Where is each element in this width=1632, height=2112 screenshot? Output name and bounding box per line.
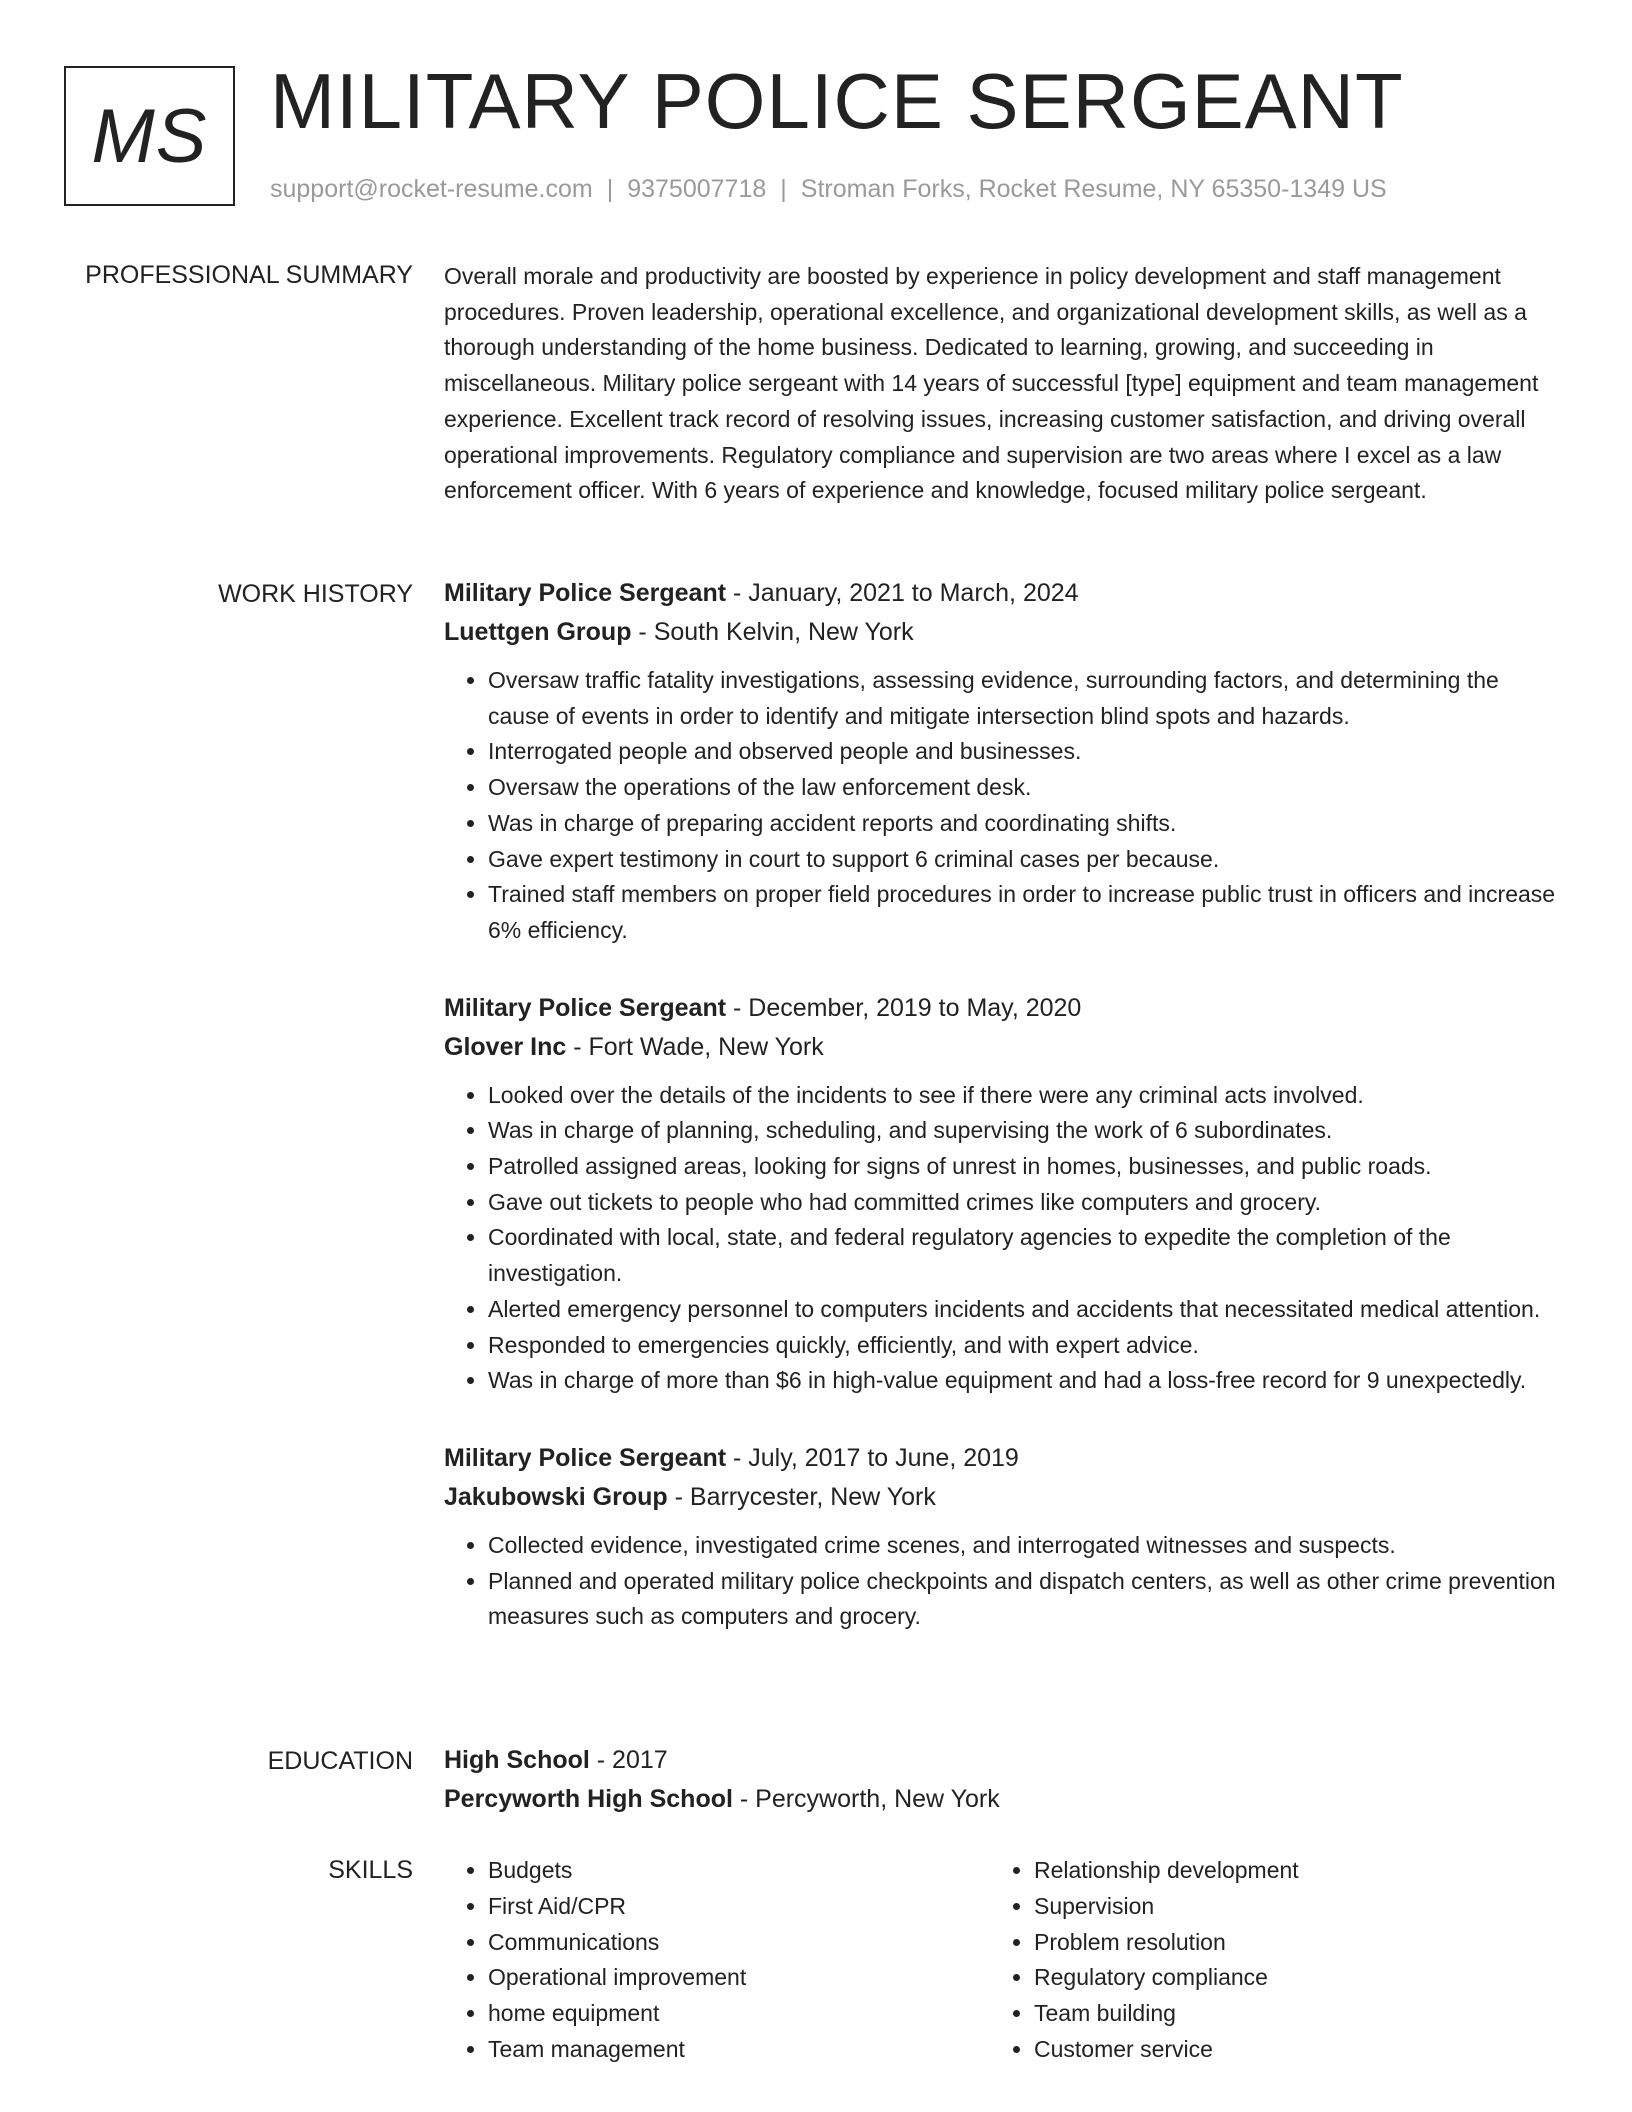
job-company-line xyxy=(444,1478,1564,1517)
job-dates: - December, 2019 to May, 2020 xyxy=(726,993,1082,1022)
job-title-line xyxy=(444,989,1564,1028)
list-item: • Supervision xyxy=(1034,1889,1536,1925)
contact-email: support@rocket-resume.com xyxy=(270,175,593,203)
list-item: • First Aid/CPR xyxy=(488,1889,990,1925)
list-item: • Trained staff members on proper field procedures in order to increase public trust in officers and increase 6% efficiency. xyxy=(488,877,1564,948)
job-location: - Fort Wade, New York xyxy=(566,1032,824,1061)
job-bullets xyxy=(444,663,1564,949)
list-item: • Gave expert testimony in court to support 6 criminal cases per because. xyxy=(488,842,1564,878)
job-entry xyxy=(444,989,1564,1399)
job-bullets xyxy=(444,1528,1564,1635)
resume-title: MILITARY POLICE SERGEANT xyxy=(270,57,1404,145)
list-item: • Budgets xyxy=(488,1853,990,1889)
list-item: • home equipment xyxy=(488,1996,990,2032)
job-title-line xyxy=(444,574,1564,613)
list-item: • Team management xyxy=(488,2032,990,2068)
list-item: • Alerted emergency personnel to computers incidents and accidents that necessitated medical attention. xyxy=(488,1292,1564,1328)
job-title: Military Police Sergeant xyxy=(444,993,727,1022)
education-degree-line xyxy=(444,1741,1564,1780)
list-item: • Customer service xyxy=(1034,2032,1536,2068)
list-item: • Gave out tickets to people who had committed crimes like computers and grocery. xyxy=(488,1185,1564,1221)
job-entry xyxy=(444,574,1564,949)
list-item: • Was in charge of more than $6 in high-value equipment and had a loss-free record for 9 unexpectedly. xyxy=(488,1363,1564,1399)
education-school: Percyworth High School xyxy=(444,1785,733,1813)
list-item: • Team building xyxy=(1034,1996,1536,2032)
job-title: Military Police Sergeant xyxy=(444,579,727,607)
education-year: - 2017 xyxy=(589,1746,668,1774)
job-company: Luettgen Group xyxy=(444,618,632,646)
education-degree: High School xyxy=(444,1746,590,1774)
list-item: • Regulatory compliance xyxy=(1034,1960,1536,1996)
summary-text: Overall morale and productivity are boosted by experience in policy development and staff management procedures. Proven leadership, operational excellence, and organizational development skills, as well as a thorough understanding of the home business. Dedicated to learning, growing, and succeeding in miscellaneous. Military police sergeant with 14 years of successful [type] equipment and team management experience. Excellent track record of resolving issues, increasing customer satisfaction, and driving overall operational improvements. Regulatory compliance and supervision are two areas where I excel as a law enforcement officer. With 6 years of experience and knowledge, focused military police sergeant. xyxy=(444,263,1539,504)
job-company: Glover Inc xyxy=(444,1032,567,1061)
skills-heading: SKILLS xyxy=(328,1856,413,1884)
list-item: • Planned and operated military police checkpoints and dispatch centers, as well as other crime prevention measures such as computers and grocery. xyxy=(488,1564,1564,1635)
summary-heading: PROFESSIONAL SUMMARY xyxy=(85,261,413,289)
list-item: • Was in charge of preparing accident reports and coordinating shifts. xyxy=(488,806,1564,842)
list-item: • Communications xyxy=(488,1925,990,1961)
monogram-initials: MS xyxy=(91,93,208,179)
summary-body xyxy=(444,259,1564,509)
education-heading: EDUCATION xyxy=(267,1747,413,1775)
work-history-body xyxy=(444,574,1564,1675)
list-item: • Operational improvement xyxy=(488,1960,990,1996)
list-item: • Responded to emergencies quickly, efficiently, and with expert advice. xyxy=(488,1328,1564,1364)
contact-separator: | xyxy=(606,175,614,203)
list-item: • Collected evidence, investigated crime scenes, and interrogated witnesses and suspects. xyxy=(488,1528,1564,1564)
education-body xyxy=(444,1741,1564,1819)
list-item: • Coordinated with local, state, and federal regulatory agencies to expedite the completion of the investigation. xyxy=(488,1220,1564,1291)
education-location: - Percyworth, New York xyxy=(732,1785,1000,1813)
education-school-line xyxy=(444,1780,1564,1819)
list-item: • Patrolled assigned areas, looking for signs of unrest in homes, businesses, and public roads. xyxy=(488,1149,1564,1185)
list-item: • Was in charge of planning, scheduling, and supervising the work of 6 subordinates. xyxy=(488,1113,1564,1149)
monogram-box xyxy=(64,66,235,206)
skills-body xyxy=(444,1853,1564,2068)
job-bullets xyxy=(444,1078,1564,1399)
job-location: - South Kelvin, New York xyxy=(631,618,914,646)
contact-address: Stroman Forks, Rocket Resume, NY 65350-1349 US xyxy=(800,175,1387,203)
job-company-line xyxy=(444,1028,1564,1067)
list-item: • Oversaw traffic fatality investigations, assessing evidence, surrounding factors, and determining the cause of events in order to identify and mitigate intersection blind spots and hazards. xyxy=(488,663,1564,734)
list-item: • Problem resolution xyxy=(1034,1925,1536,1961)
list-item: • Interrogated people and observed people and businesses. xyxy=(488,734,1564,770)
job-location: - Barrycester, New York xyxy=(667,1482,936,1511)
contact-line xyxy=(270,172,1387,206)
job-dates: - January, 2021 to March, 2024 xyxy=(726,579,1079,607)
job-company-line xyxy=(444,613,1564,652)
job-title: Military Police Sergeant xyxy=(444,1443,727,1472)
job-entry xyxy=(444,1439,1564,1635)
contact-phone: 9375007718 xyxy=(627,175,767,203)
contact-separator: | xyxy=(780,175,787,203)
list-item: • Looked over the details of the incidents to see if there were any criminal acts involved. xyxy=(488,1078,1564,1114)
skills-list-right xyxy=(990,1853,1536,2068)
list-item: • Relationship development xyxy=(1034,1853,1536,1889)
job-dates: - July, 2017 to June, 2019 xyxy=(726,1443,1019,1472)
work-history-heading: WORK HISTORY xyxy=(218,580,413,608)
job-title-line xyxy=(444,1439,1564,1478)
job-company: Jakubowski Group xyxy=(444,1482,668,1511)
skills-columns xyxy=(444,1853,1564,2068)
list-item: • Oversaw the operations of the law enforcement desk. xyxy=(488,770,1564,806)
skills-list-left xyxy=(444,1853,990,2068)
